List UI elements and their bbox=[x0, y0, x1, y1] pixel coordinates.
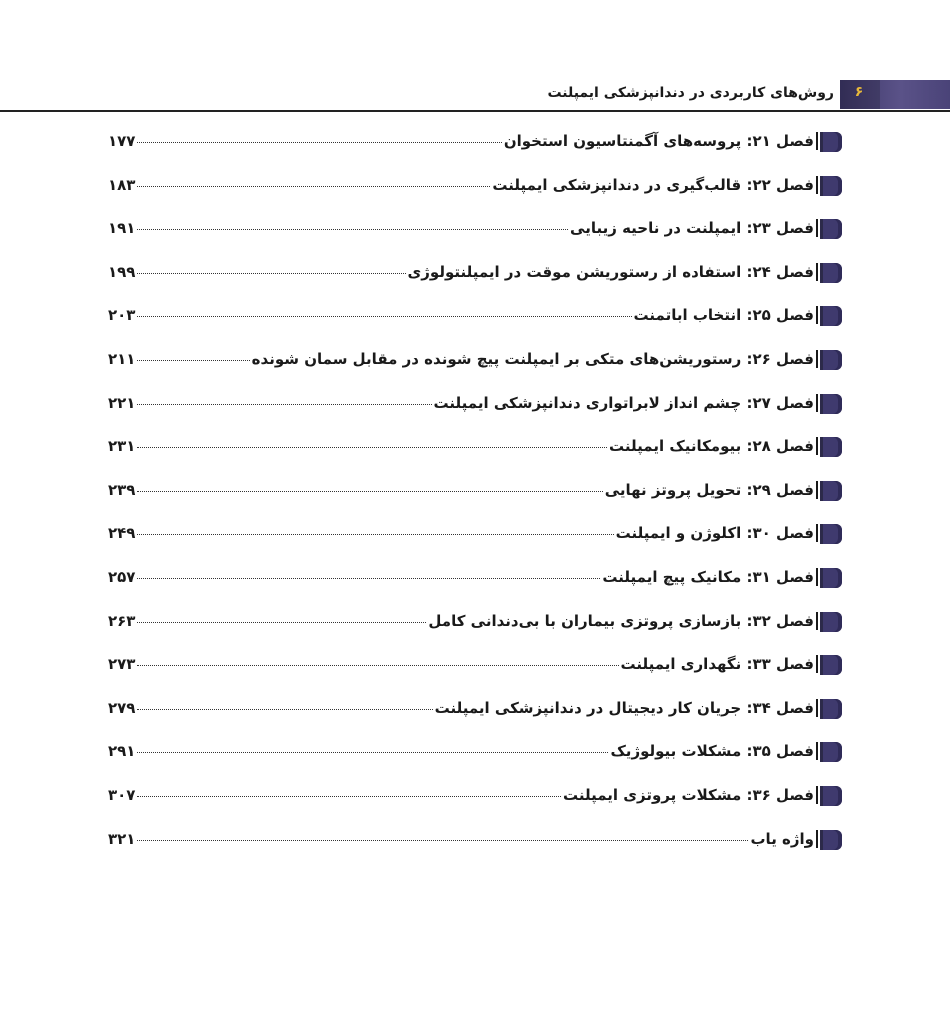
dot-leader bbox=[137, 840, 748, 841]
bullet-marker-icon bbox=[820, 219, 842, 239]
dot-leader bbox=[137, 665, 618, 666]
running-header-title: روش‌های کاربردی در دندانپزشکی ایمپلنت bbox=[547, 85, 834, 101]
toc-entry[interactable] bbox=[108, 782, 842, 826]
toc-entry[interactable] bbox=[108, 738, 842, 782]
bullet-marker-icon bbox=[820, 132, 842, 152]
separator-bar bbox=[816, 132, 818, 150]
bullet-marker-icon bbox=[820, 612, 842, 632]
bullet-marker-icon bbox=[820, 655, 842, 675]
dot-leader bbox=[137, 360, 249, 361]
bullet-marker-icon bbox=[820, 699, 842, 719]
dot-leader bbox=[137, 316, 631, 317]
toc-entry-title: فصل ۲۸: بیومکانیک ایمپلنت bbox=[609, 437, 814, 456]
toc-entry-title: فصل ۳۰: اکلوژن و ایمپلنت bbox=[615, 524, 814, 543]
toc-entry-title: فصل ۳۲: بازسازی پروتزی بیماران با بی‌دندانی کامل bbox=[428, 611, 814, 630]
separator-bar bbox=[816, 437, 818, 455]
separator-bar bbox=[816, 394, 818, 412]
toc-entry[interactable] bbox=[108, 172, 842, 216]
toc-entry[interactable] bbox=[108, 651, 842, 695]
toc-entry[interactable] bbox=[108, 695, 842, 739]
toc-entry-page: ۲۷۳ bbox=[108, 655, 136, 674]
toc-entry-title: فصل ۳۳: نگهداری ایمپلنت bbox=[620, 655, 814, 674]
separator-bar bbox=[816, 524, 818, 542]
dot-leader bbox=[137, 273, 405, 274]
separator-bar bbox=[816, 481, 818, 499]
bullet-marker-icon bbox=[820, 742, 842, 762]
toc-entry-page: ۳۲۱ bbox=[108, 829, 136, 848]
toc-entry[interactable] bbox=[108, 477, 842, 521]
toc-entry-title: فصل ۳۶: مشکلات پروتزی ایمپلنت bbox=[562, 785, 814, 804]
toc-entry[interactable] bbox=[108, 826, 842, 870]
separator-bar bbox=[816, 699, 818, 717]
separator-bar bbox=[816, 830, 818, 848]
toc-entry-page: ۲۹۱ bbox=[108, 742, 136, 761]
toc-entry[interactable] bbox=[108, 128, 842, 172]
toc-entry[interactable] bbox=[108, 390, 842, 434]
toc-entry-page: ۲۱۱ bbox=[108, 349, 136, 368]
dot-leader bbox=[137, 404, 431, 405]
separator-bar bbox=[816, 350, 818, 368]
header-rule bbox=[0, 110, 950, 112]
toc-entry-title: فصل ۳۵: مشکلات بیولوژیک bbox=[610, 742, 814, 761]
toc-entry-title: فصل ۳۱: مکانیک پیچ ایمپلنت bbox=[602, 567, 814, 586]
toc-entry[interactable] bbox=[108, 346, 842, 390]
dot-leader bbox=[137, 186, 490, 187]
bullet-marker-icon bbox=[820, 263, 842, 283]
toc-entry-page: ۲۵۷ bbox=[108, 567, 136, 586]
toc-entry[interactable] bbox=[108, 433, 842, 477]
separator-bar bbox=[816, 655, 818, 673]
bullet-marker-icon bbox=[820, 350, 842, 370]
toc-entry[interactable] bbox=[108, 302, 842, 346]
bullet-marker-icon bbox=[820, 524, 842, 544]
toc-entry-page: ۲۰۳ bbox=[108, 306, 136, 325]
bullet-marker-icon bbox=[820, 786, 842, 806]
toc-entry-page: ۱۷۷ bbox=[108, 132, 136, 150]
toc-entry[interactable] bbox=[108, 520, 842, 564]
page-number: ۶ bbox=[854, 84, 864, 100]
toc-entry-page: ۲۲۱ bbox=[108, 393, 136, 412]
toc-entry-title: فصل ۲۹: تحویل پروتز نهایی bbox=[604, 480, 814, 499]
dot-leader bbox=[137, 709, 432, 710]
toc-entry-title: فصل ۳۴: جریان کار دیجیتال در دندانپزشکی ایمپلنت bbox=[434, 698, 814, 717]
toc-entry-title: فصل ۲۴: استفاده از رستوریشن موقت در ایمپلنتولوژی bbox=[407, 262, 814, 281]
bullet-marker-icon bbox=[820, 568, 842, 588]
toc-entry-page: ۱۹۱ bbox=[108, 219, 136, 238]
separator-bar bbox=[816, 306, 818, 324]
toc-entry-page: ۳۰۷ bbox=[108, 785, 136, 804]
bullet-marker-icon bbox=[820, 830, 842, 850]
toc-entry-title: فصل ۲۶: رستوریشن‌های متکی بر ایمپلنت پیچ شونده در مقابل سمان شونده bbox=[251, 349, 814, 368]
separator-bar bbox=[816, 786, 818, 804]
toc-entry-page: ۲۷۹ bbox=[108, 698, 136, 717]
toc-entry[interactable] bbox=[108, 215, 842, 259]
separator-bar bbox=[816, 176, 818, 194]
dot-leader bbox=[137, 752, 608, 753]
dot-leader bbox=[137, 447, 607, 448]
toc-entry-title: فصل ۲۷: چشم انداز لابراتواری دندانپزشکی ایمپلنت bbox=[433, 393, 814, 412]
separator-bar bbox=[816, 742, 818, 760]
dot-leader bbox=[137, 491, 602, 492]
toc-entry[interactable] bbox=[108, 564, 842, 608]
dot-leader bbox=[137, 578, 600, 579]
toc-entry[interactable] bbox=[108, 259, 842, 303]
dot-leader bbox=[137, 796, 561, 797]
table-of-contents bbox=[108, 128, 842, 869]
toc-entry-title: فصل ۲۳: ایمپلنت در ناحیه زیبایی bbox=[570, 219, 814, 238]
bullet-marker-icon bbox=[820, 437, 842, 457]
separator-bar bbox=[816, 219, 818, 237]
toc-entry-page: ۲۳۹ bbox=[108, 480, 136, 499]
dot-leader bbox=[137, 622, 426, 623]
dot-leader bbox=[137, 142, 501, 143]
toc-entry[interactable] bbox=[108, 608, 842, 652]
dot-leader bbox=[137, 229, 568, 230]
toc-entry-title: فصل ۲۱: پروسه‌های آگمنتاسیون استخوان bbox=[503, 132, 814, 150]
toc-entry-title: فصل ۲۵: انتخاب اباتمنت bbox=[633, 306, 814, 325]
dot-leader bbox=[137, 534, 613, 535]
bullet-marker-icon bbox=[820, 394, 842, 414]
toc-entry-page: ۱۹۹ bbox=[108, 262, 136, 281]
separator-bar bbox=[816, 568, 818, 586]
toc-entry-page: ۱۸۳ bbox=[108, 175, 136, 194]
bullet-marker-icon bbox=[820, 306, 842, 326]
separator-bar bbox=[816, 612, 818, 630]
separator-bar bbox=[816, 263, 818, 281]
toc-entry-page: ۲۶۳ bbox=[108, 611, 136, 630]
toc-entry-page: ۲۳۱ bbox=[108, 437, 136, 456]
toc-entry-title: واژه یاب bbox=[750, 829, 814, 848]
toc-entry-title: فصل ۲۲: قالب‌گیری در دندانپزشکی ایمپلنت bbox=[492, 175, 814, 194]
bullet-marker-icon bbox=[820, 176, 842, 196]
bullet-marker-icon bbox=[820, 481, 842, 501]
toc-entry-page: ۲۴۹ bbox=[108, 524, 136, 543]
